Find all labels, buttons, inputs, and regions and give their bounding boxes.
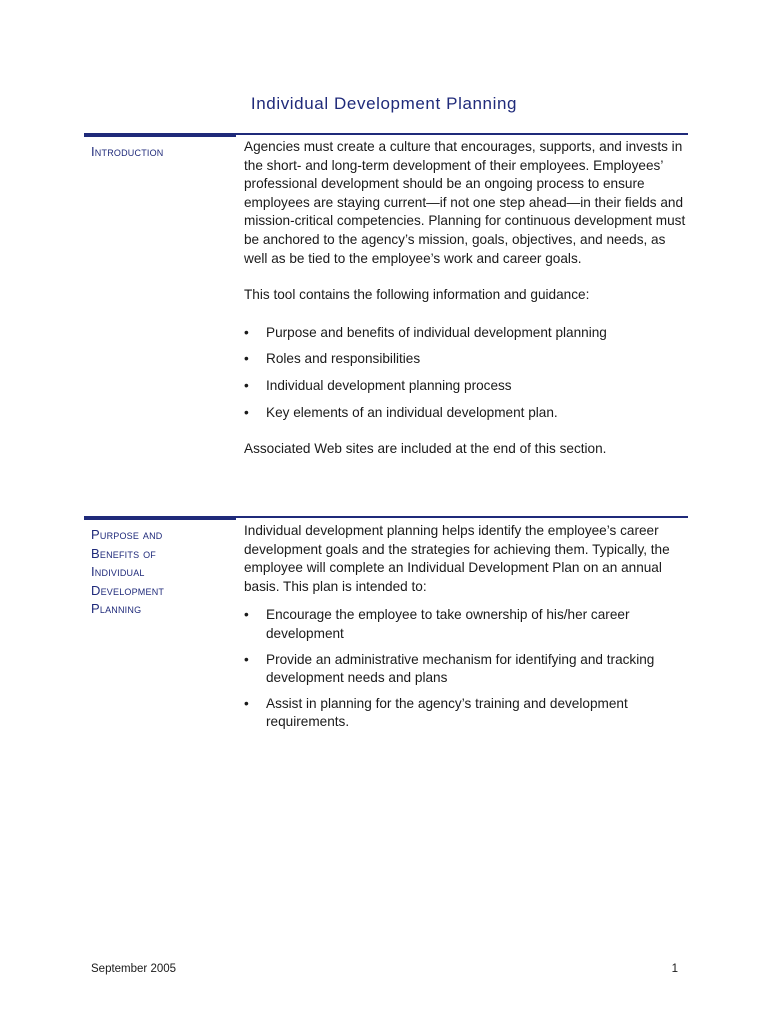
section-rule-right [236, 516, 688, 518]
section-rule-left [84, 516, 236, 520]
purpose-heading-line: Purpose and [91, 527, 163, 542]
purpose-heading-line: Planning [91, 601, 142, 617]
purpose-paragraph: Individual development planning helps identify the employee’s career development goals and the strategies for achieving them. Typically, the employee will complete an Individual Development Plan on an annual basis. This plan is intended to: [244, 523, 670, 594]
list-item: • Individual development planning process [244, 377, 688, 396]
purpose-body [244, 522, 688, 732]
page-title: Individual Development Planning [250, 94, 518, 113]
introduction-paragraph: Agencies must create a culture that encourages, supports, and invests in the short- and long-term development of their employees. Employees’ professional development should be an ongoing process to ensure employees are staying current—if not one step ahead—in their fields and mission-critical competencies. Planning for continuous development must be anchored to the agency’s mission, goals, objectives, and needs, as well as be tied to the employee’s work and career goals. [244, 139, 686, 266]
footer-date: September 2005 [91, 963, 177, 975]
section-rule-left [84, 133, 236, 137]
purpose-heading-line: Benefits of [91, 545, 156, 561]
list-item: • Assist in planning for the agency’s training and development requirements. [244, 695, 688, 732]
page-number: 1 [671, 963, 678, 975]
introduction-heading: Introduction [91, 144, 164, 159]
list-item: • Encourage the employee to take ownership of his/her career development [244, 606, 688, 643]
list-item: • Provide an administrative mechanism for identifying and tracking development needs and plans [244, 651, 688, 688]
purpose-heading-line: Development [91, 582, 165, 598]
introduction-bullet-list [244, 324, 688, 422]
introduction-paragraph: This tool contains the following information and guidance: [244, 287, 590, 303]
purpose-bullet-list [244, 606, 688, 732]
section-rule-right [236, 133, 688, 135]
purpose-heading-line: Individual [91, 564, 145, 580]
introduction-paragraph: Associated Web sites are included at the end of this section. [244, 441, 607, 457]
introduction-body [244, 138, 688, 459]
purpose-heading [91, 526, 231, 619]
list-item: • Purpose and benefits of individual development planning [244, 324, 688, 343]
list-item: • Roles and responsibilities [244, 350, 688, 369]
list-item: • Key elements of an individual development plan. [244, 404, 688, 423]
